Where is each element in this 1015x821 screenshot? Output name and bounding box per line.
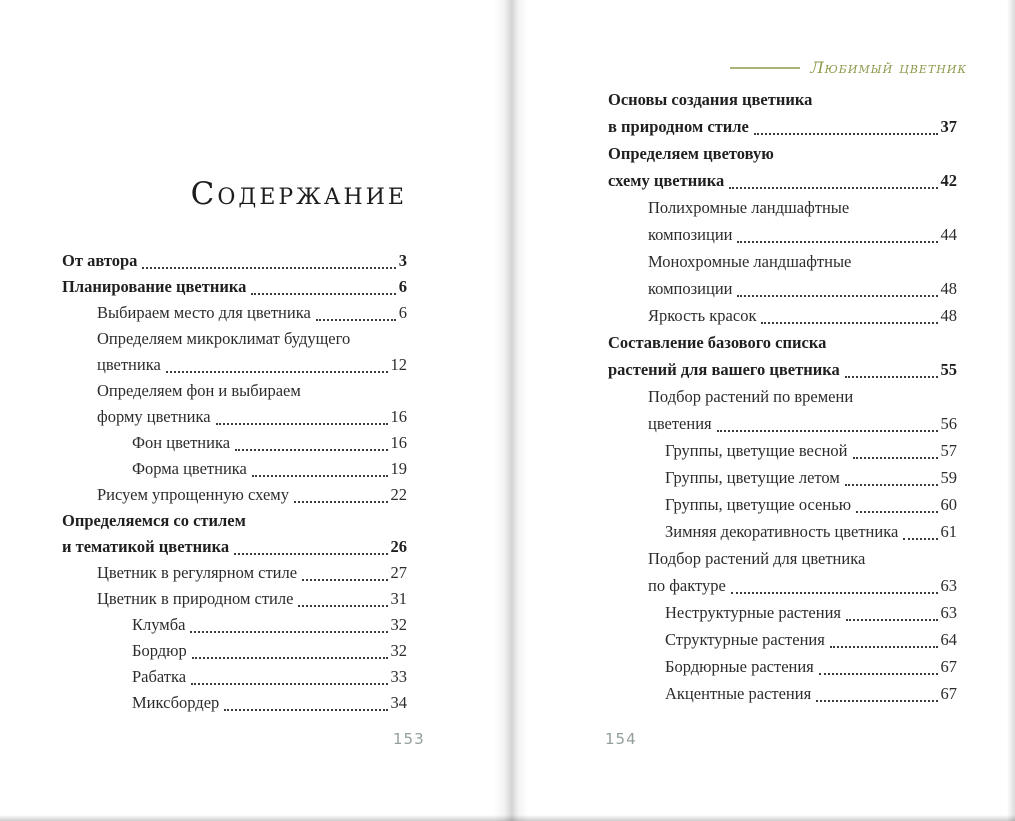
toc-page-number: 57 [940,441,957,460]
toc-line [665,680,957,707]
toc-page-number: 42 [940,171,957,190]
toc-page-number: 63 [940,576,957,595]
toc-text: Цветник в регулярном стиле [97,563,298,582]
toc-text: композиции [648,279,733,298]
toc-line [97,586,407,612]
toc-page-number: 33 [390,667,407,686]
toc-line [132,638,407,664]
toc-text: Клумба [132,615,186,634]
toc-text: Планирование цветника [62,277,247,296]
toc-entry [608,86,957,140]
toc-page-number: 67 [940,657,957,676]
dot-leader [302,560,387,581]
toc-page-number: 56 [940,414,957,433]
toc-line [62,534,407,560]
toc-entry [608,140,957,194]
toc-page-number: 6 [398,303,407,322]
toc-entry [62,508,407,560]
toc-text: Подбор растений для цветника [648,549,866,568]
left-page [0,0,507,821]
toc-entry [608,518,957,545]
toc-text: От автора [62,251,138,270]
toc-page-number: 64 [940,630,957,649]
dot-leader [190,612,387,633]
toc-page-number: 60 [940,495,957,514]
toc-line [97,378,407,404]
toc-text: в природном стиле [608,117,749,136]
toc-line [648,302,957,329]
toc-text: Выбираем место для цветника [97,303,311,322]
toc-text: Бордюрные растения [665,657,814,676]
toc-page-number: 37 [940,117,957,136]
toc-page-number: 67 [940,684,957,703]
toc-text: Миксбордер [132,693,220,712]
toc-entry [608,626,957,653]
toc-line [608,356,957,383]
dot-leader [819,653,938,675]
toc-line [608,140,957,167]
right-page-content [608,0,957,707]
dot-leader [252,456,388,477]
toc-entry [608,302,957,329]
toc-line [648,248,957,275]
toc-text: Рабатка [132,667,187,686]
toc-text: Полихромные ландшафтные [648,198,850,217]
toc-entry [608,248,957,302]
toc-text: Подбор растений по времени [648,387,854,406]
toc-line [97,326,407,352]
toc-line [97,404,407,430]
dot-leader [846,599,937,621]
dot-leader [251,274,395,295]
toc-entry [62,612,407,638]
toc-text: по фактуре [648,576,726,595]
toc-line [97,352,407,378]
toc-line [665,491,957,518]
toc-page-number: 16 [390,433,407,452]
toc-page-number: 27 [390,563,407,582]
toc-text: цветника [97,355,161,374]
dot-leader [298,586,387,607]
toc-line [132,612,407,638]
toc-line [132,430,407,456]
dot-leader [737,221,937,243]
toc-page-number: 32 [390,615,407,634]
dot-leader [845,356,938,378]
toc-entry [62,638,407,664]
toc-text: Цветник в природном стиле [97,589,294,608]
toc-entry [62,300,407,326]
toc-entry [608,194,957,248]
toc-line [132,664,407,690]
toc-page-number: 3 [398,251,407,270]
dot-leader [192,638,388,659]
dot-leader [316,300,396,321]
left-page-content [62,0,407,716]
dot-leader [731,572,938,594]
toc-entry [608,599,957,626]
toc-entry [608,383,957,437]
toc-text: Структурные растения [665,630,825,649]
toc-page-number: 22 [390,485,407,504]
toc-line [665,626,957,653]
toc-line [608,167,957,194]
dot-leader [737,275,937,297]
toc-page-number: 16 [390,407,407,426]
toc-line [97,300,407,326]
toc-entry [62,378,407,430]
dot-leader [142,248,395,269]
toc-text: Группы, цветущие летом [665,468,840,487]
toc-text: схему цветника [608,171,725,190]
dot-leader [754,113,938,135]
toc-page-number: 44 [940,225,957,244]
toc-entry [62,248,407,274]
toc-text: Группы, цветущие осенью [665,495,852,514]
toc-entry [62,586,407,612]
toc-page-number: 26 [390,537,407,556]
dot-leader [717,410,938,432]
toc-line [665,599,957,626]
toc-text: Определяем цветовую [608,144,774,163]
toc-line [132,456,407,482]
dot-leader [166,352,388,373]
toc-entry [62,430,407,456]
toc-page-number: 55 [940,360,957,379]
toc-entry [608,680,957,707]
toc-text: Группы, цветущие весной [665,441,848,460]
toc-entry [608,329,957,383]
toc-text: Определяем микроклимат будущего [97,329,351,348]
toc-line [665,464,957,491]
dot-leader [729,167,937,189]
running-header-title: Любимый цветник [810,58,967,77]
toc-line [648,194,957,221]
toc-page-number: 32 [390,641,407,660]
toc-text: Неструктурные растения [665,603,842,622]
toc-page-number: 34 [390,693,407,712]
dot-leader [853,437,938,459]
dot-leader [235,430,387,451]
toc-line [648,221,957,248]
contents-title: Содержание [190,176,407,212]
toc-entry [62,274,407,300]
dot-leader [830,626,938,648]
toc-line [132,690,407,716]
toc-text: Яркость красок [648,306,757,325]
toc-entry [608,653,957,680]
toc-line [97,482,407,508]
page-number-left: 153 [393,730,425,748]
toc-text: и тематикой цветника [62,537,230,556]
toc-page-number: 12 [390,355,407,374]
toc-line [62,508,407,534]
toc-text: Бордюр [132,641,187,660]
toc-text: Зимняя декоративность цветника [665,522,899,541]
toc-text: Основы создания цветника [608,90,813,109]
toc-entry [62,482,407,508]
dot-leader [816,680,937,702]
toc-line [648,383,957,410]
dot-leader [224,690,387,711]
toc-text: Составление базового списка [608,333,827,352]
toc-entry [62,664,407,690]
toc-page-number: 48 [940,306,957,325]
toc-entry [62,326,407,378]
toc-text: Рисуем упрощенную схему [97,485,289,504]
toc-page-number: 48 [940,279,957,298]
toc-entry [608,545,957,599]
toc-text: растений для вашего цветника [608,360,840,379]
toc-line [62,274,407,300]
toc-entry [62,560,407,586]
dot-leader [234,534,387,555]
toc-entry [62,690,407,716]
toc-line [648,545,957,572]
toc-entry [608,491,957,518]
toc-line [665,518,957,545]
toc-line [608,329,957,356]
toc-line [648,572,957,599]
dot-leader [856,491,937,513]
right-page [507,0,1015,821]
toc-page-number: 19 [390,459,407,478]
toc-page-number: 59 [940,468,957,487]
toc-text: композиции [648,225,733,244]
toc-text: Форма цветника [132,459,247,478]
toc-line [608,113,957,140]
toc-text: форму цветника [97,407,211,426]
dot-leader [294,482,388,503]
toc-text: Монохромные ландшафтные [648,252,852,271]
dot-leader [903,518,937,540]
toc-page-number: 63 [940,603,957,622]
toc-text: Определяемся со стилем [62,511,246,530]
toc-text: цветения [648,414,712,433]
toc-page-number: 61 [940,522,957,541]
toc-left [62,248,407,716]
toc-entry [608,464,957,491]
toc-line [608,86,957,113]
toc-text: Определяем фон и выбираем [97,381,301,400]
toc-line [665,653,957,680]
toc-right [608,86,957,707]
dot-leader [191,664,387,685]
toc-entry [62,456,407,482]
toc-line [648,410,957,437]
dot-leader [761,302,937,324]
toc-line [665,437,957,464]
toc-line [97,560,407,586]
dot-leader [216,404,388,425]
toc-text: Акцентные растения [665,684,812,703]
dot-leader [845,464,938,486]
toc-text: Фон цветника [132,433,231,452]
toc-line [62,248,407,274]
toc-line [648,275,957,302]
toc-page-number: 6 [398,277,407,296]
toc-entry [608,437,957,464]
page-number-right: 154 [605,730,637,748]
toc-page-number: 31 [390,589,407,608]
